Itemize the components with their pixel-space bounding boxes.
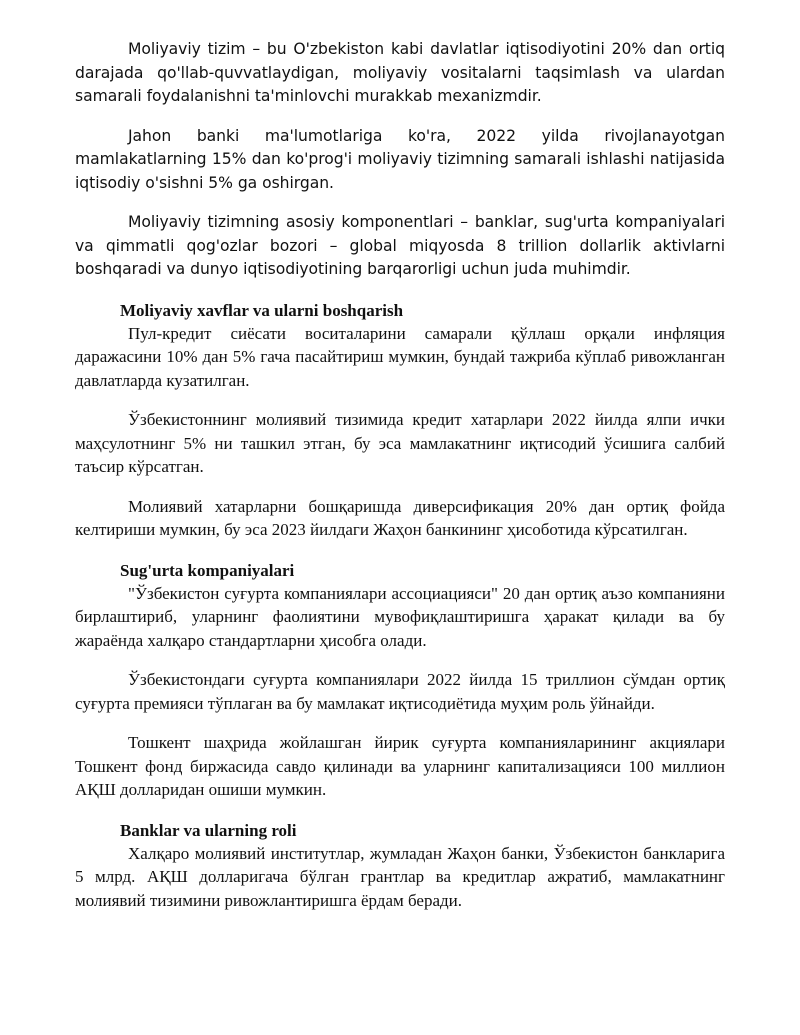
risks-paragraph-2: Ўзбекистоннинг молиявий тизимида кредит хатарлари 2022 йилда ялпи ички маҳсулотнинг 5% ни ташкил этган, бу эса мамлакатнинг иқтисодий ўсишига салбий таъсир кўрсатган.	[75, 410, 725, 476]
insurance-paragraph-3: Тошкент шаҳрида жойлашган йирик суғурта компанияларининг акциялари Тошкент фонд биржасида савдо қилинади ва уларнинг капитализацияси 100 миллион АҚШ долларидан ошиши мумкин.	[75, 733, 725, 799]
risks-paragraph-3: Молиявий хатарларни бошқаришда диверсификация 20% дан ортиқ фойда келтириши мумкин, бу эса 2023 йилдаги Жаҳон банкининг ҳисоботида кўрсатилган.	[75, 496, 725, 539]
banks-paragraph-1: Халқаро молиявий институтлар, жумладан Жаҳон банки, Ўзбекистон банкларига 5 млрд. АҚШ долларигача бўлган грантлар ва кредитлар ажратиб, мамлакатнинг молиявий тизимини ривожлантиришга ёрдам беради.	[75, 843, 725, 910]
intro-paragraph-3: Moliyaviy tizimning asosiy komponentlari – banklar, sug'urta kompaniyalari va qimmatli qog'ozlar bozori – global miqyosda 8 trillion dollarlik aktivlarni boshqaradi va dunyo iqtisodiyotining barqarorligi uchun juda muhimdir.	[75, 213, 725, 278]
section-heading-financial-risks: Moliyaviy xavflar va ularni boshqarish	[120, 300, 404, 320]
section-heading-insurance: Sug'urta kompaniyalari	[120, 560, 295, 580]
insurance-paragraph-1: "Ўзбекистон суғурта компаниялари ассоциацияси" 20 дан ортиқ аъзо компанияни бирлаштириб, уларнинг фаолиятини мувофиқлаштиришга ҳаракат қилади ва бу жараёнда халқаро стандартларни ҳисобга олади.	[75, 583, 725, 650]
insurance-paragraph-2: Ўзбекистондаги суғурта компаниялари 2022 йилда 15 триллион сўмдан ортиқ суғурта премияси тўплаган ва бу мамлакат иқтисодиётида муҳим роль ўйнайди.	[75, 670, 725, 713]
section-heading-banks: Banklar va ularning roli	[120, 820, 297, 840]
intro-paragraph-1: Moliyaviy tizim – bu O'zbekiston kabi davlatlar iqtisodiyotini 20% dan ortiq darajada qo'llab-quvvatlaydigan, moliyaviy vositalarni taqsimlash va ulardan samarali foydalanishni ta'minlovchi murakkab mexanizmdir.	[75, 40, 725, 105]
document-page	[75, 38, 725, 912]
risks-paragraph-1: Пул-кредит сиёсати воситаларини самарали қўллаш орқали инфляция даражасини 10% дан 5% гача пасайтириш мумкин, бундай тажриба кўплаб ривожланган давлатларда кузатилган.	[75, 323, 725, 390]
intro-paragraph-2: Jahon banki ma'lumotlariga ko'ra, 2022 yilda rivojlanayotgan mamlakatlarning 15% dan ko'prog'i moliyaviy tizimning samarali ishlashi natijasida iqtisodiy o'sishni 5% ga oshirgan.	[75, 126, 725, 192]
